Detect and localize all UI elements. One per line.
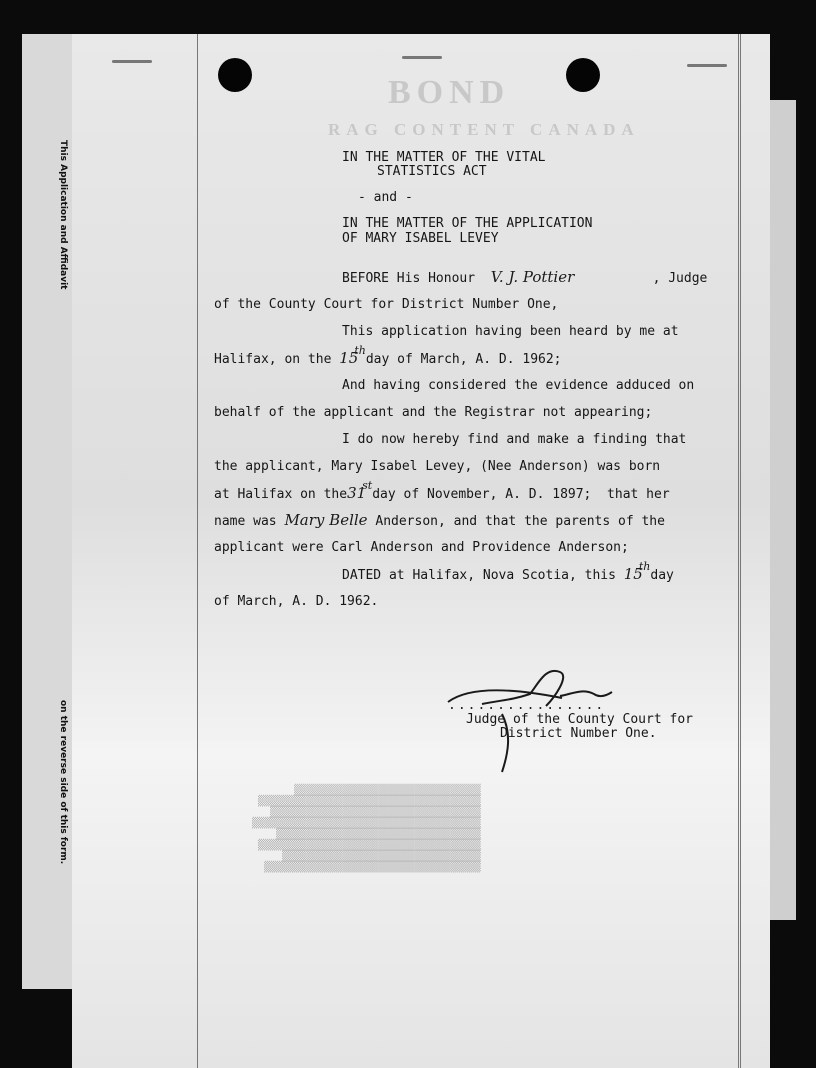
header-line-4: OF MARY ISABEL LEVEY (342, 231, 499, 246)
staple-mark-left (112, 60, 152, 63)
left-margin-line (197, 34, 198, 1068)
line-evidence: And having considered the evidence adduced on (342, 378, 695, 393)
line-county-court: of the County Court for District Number One, (214, 297, 559, 312)
handwritten-judge-name: V. J. Pottier (490, 268, 575, 286)
handwritten-hearing-suffix: th (354, 344, 366, 357)
line-application-heard: This application having been heard by me at (342, 324, 679, 339)
header-and: - and - (358, 190, 413, 205)
right-margin-line (738, 34, 741, 1068)
handwritten-dated-day: 15 (623, 565, 643, 583)
signature-title-1: Judge of the County Court for (466, 712, 693, 727)
handwritten-hearing-day: 15 (339, 349, 359, 367)
staple-mark-right (687, 64, 727, 67)
handwritten-birth-day: 31 (347, 484, 367, 502)
line-applicant: the applicant, Mary Isabel Levey, (Nee Anderson) was born (214, 459, 661, 474)
header-line-2: STATISTICS ACT (377, 164, 487, 179)
line-parents: applicant were Carl Anderson and Providence Anderson; (214, 540, 629, 555)
watermark-bond: BOND (388, 74, 511, 111)
side-note-bottom: on the reverse side of this form. (58, 700, 68, 865)
court-document-page (72, 34, 770, 1068)
header-line-3: IN THE MATTER OF THE APPLICATION (342, 216, 593, 231)
line-finding: I do now hereby find and make a finding that (342, 432, 687, 447)
signature-dotted-line: ................ (448, 698, 606, 713)
watermark-subtext: RAG CONTENT CANADA (328, 120, 640, 139)
line-hearing-date: Halifax, on the 15thday of March, A. D. 1962; (214, 344, 562, 367)
line-registrar: behalf of the applicant and the Registrar not appearing; (214, 405, 653, 420)
line-dated: DATED at Halifax, Nova Scotia, this 15thday (342, 560, 674, 583)
line-birth-name: name was Mary Belle Anderson, and that the parents of the (214, 511, 665, 529)
punch-hole-right (566, 58, 600, 92)
staple-mark-center (402, 56, 442, 59)
handwritten-dated-suffix: th (638, 560, 651, 573)
punch-hole-left (218, 58, 252, 92)
signature-title-2: District Number One. (500, 726, 657, 741)
line-dated-month: of March, A. D. 1962. (214, 594, 379, 609)
reverse-side-bleed-through: ▒▒▒▒▒▒▒▒▒▒▒▒▒▒▒▒▒▒▒▒▒▒▒▒▒▒▒▒▒▒▒ ▒▒▒▒▒▒▒▒▒▒▒▒▒▒▒▒▒▒▒▒▒▒▒▒▒▒▒▒▒▒▒▒▒▒▒▒▒ ▒▒▒▒▒▒▒▒▒▒▒▒▒▒▒▒▒▒▒▒▒▒▒▒▒▒▒▒▒▒▒▒▒▒▒ ▒▒▒▒▒▒▒▒▒▒▒▒▒▒▒▒▒▒▒▒▒▒▒▒▒▒▒▒▒▒▒▒▒▒▒▒▒▒ ▒▒▒▒▒▒▒▒▒▒▒▒▒▒▒▒▒▒▒▒▒▒▒▒▒▒▒▒▒▒▒▒▒▒ ▒▒▒▒▒▒▒▒▒▒▒▒▒▒▒▒▒▒▒▒▒▒▒▒▒▒▒▒▒▒▒▒▒▒▒▒▒ ▒▒▒▒▒▒▒▒▒▒▒▒▒▒▒▒▒▒▒▒▒▒▒▒▒▒▒▒▒▒▒▒▒ ▒▒▒▒▒▒▒▒▒▒▒▒▒▒▒▒▒▒▒▒▒▒▒▒▒▒▒▒▒▒▒▒▒▒▒▒ (252, 785, 481, 873)
handwritten-birth-suffix: st (362, 479, 373, 492)
handwritten-birth-name: Mary Belle (284, 511, 368, 529)
header-line-1: IN THE MATTER OF THE VITAL (342, 150, 546, 165)
side-note-top: This Application and Affidavit (58, 140, 68, 290)
line-before-honour: BEFORE His Honour V. J. Pottier , Judge (342, 268, 708, 286)
line-birth-date: at Halifax on the31stday of November, A. D. 1897; that her (214, 479, 670, 502)
